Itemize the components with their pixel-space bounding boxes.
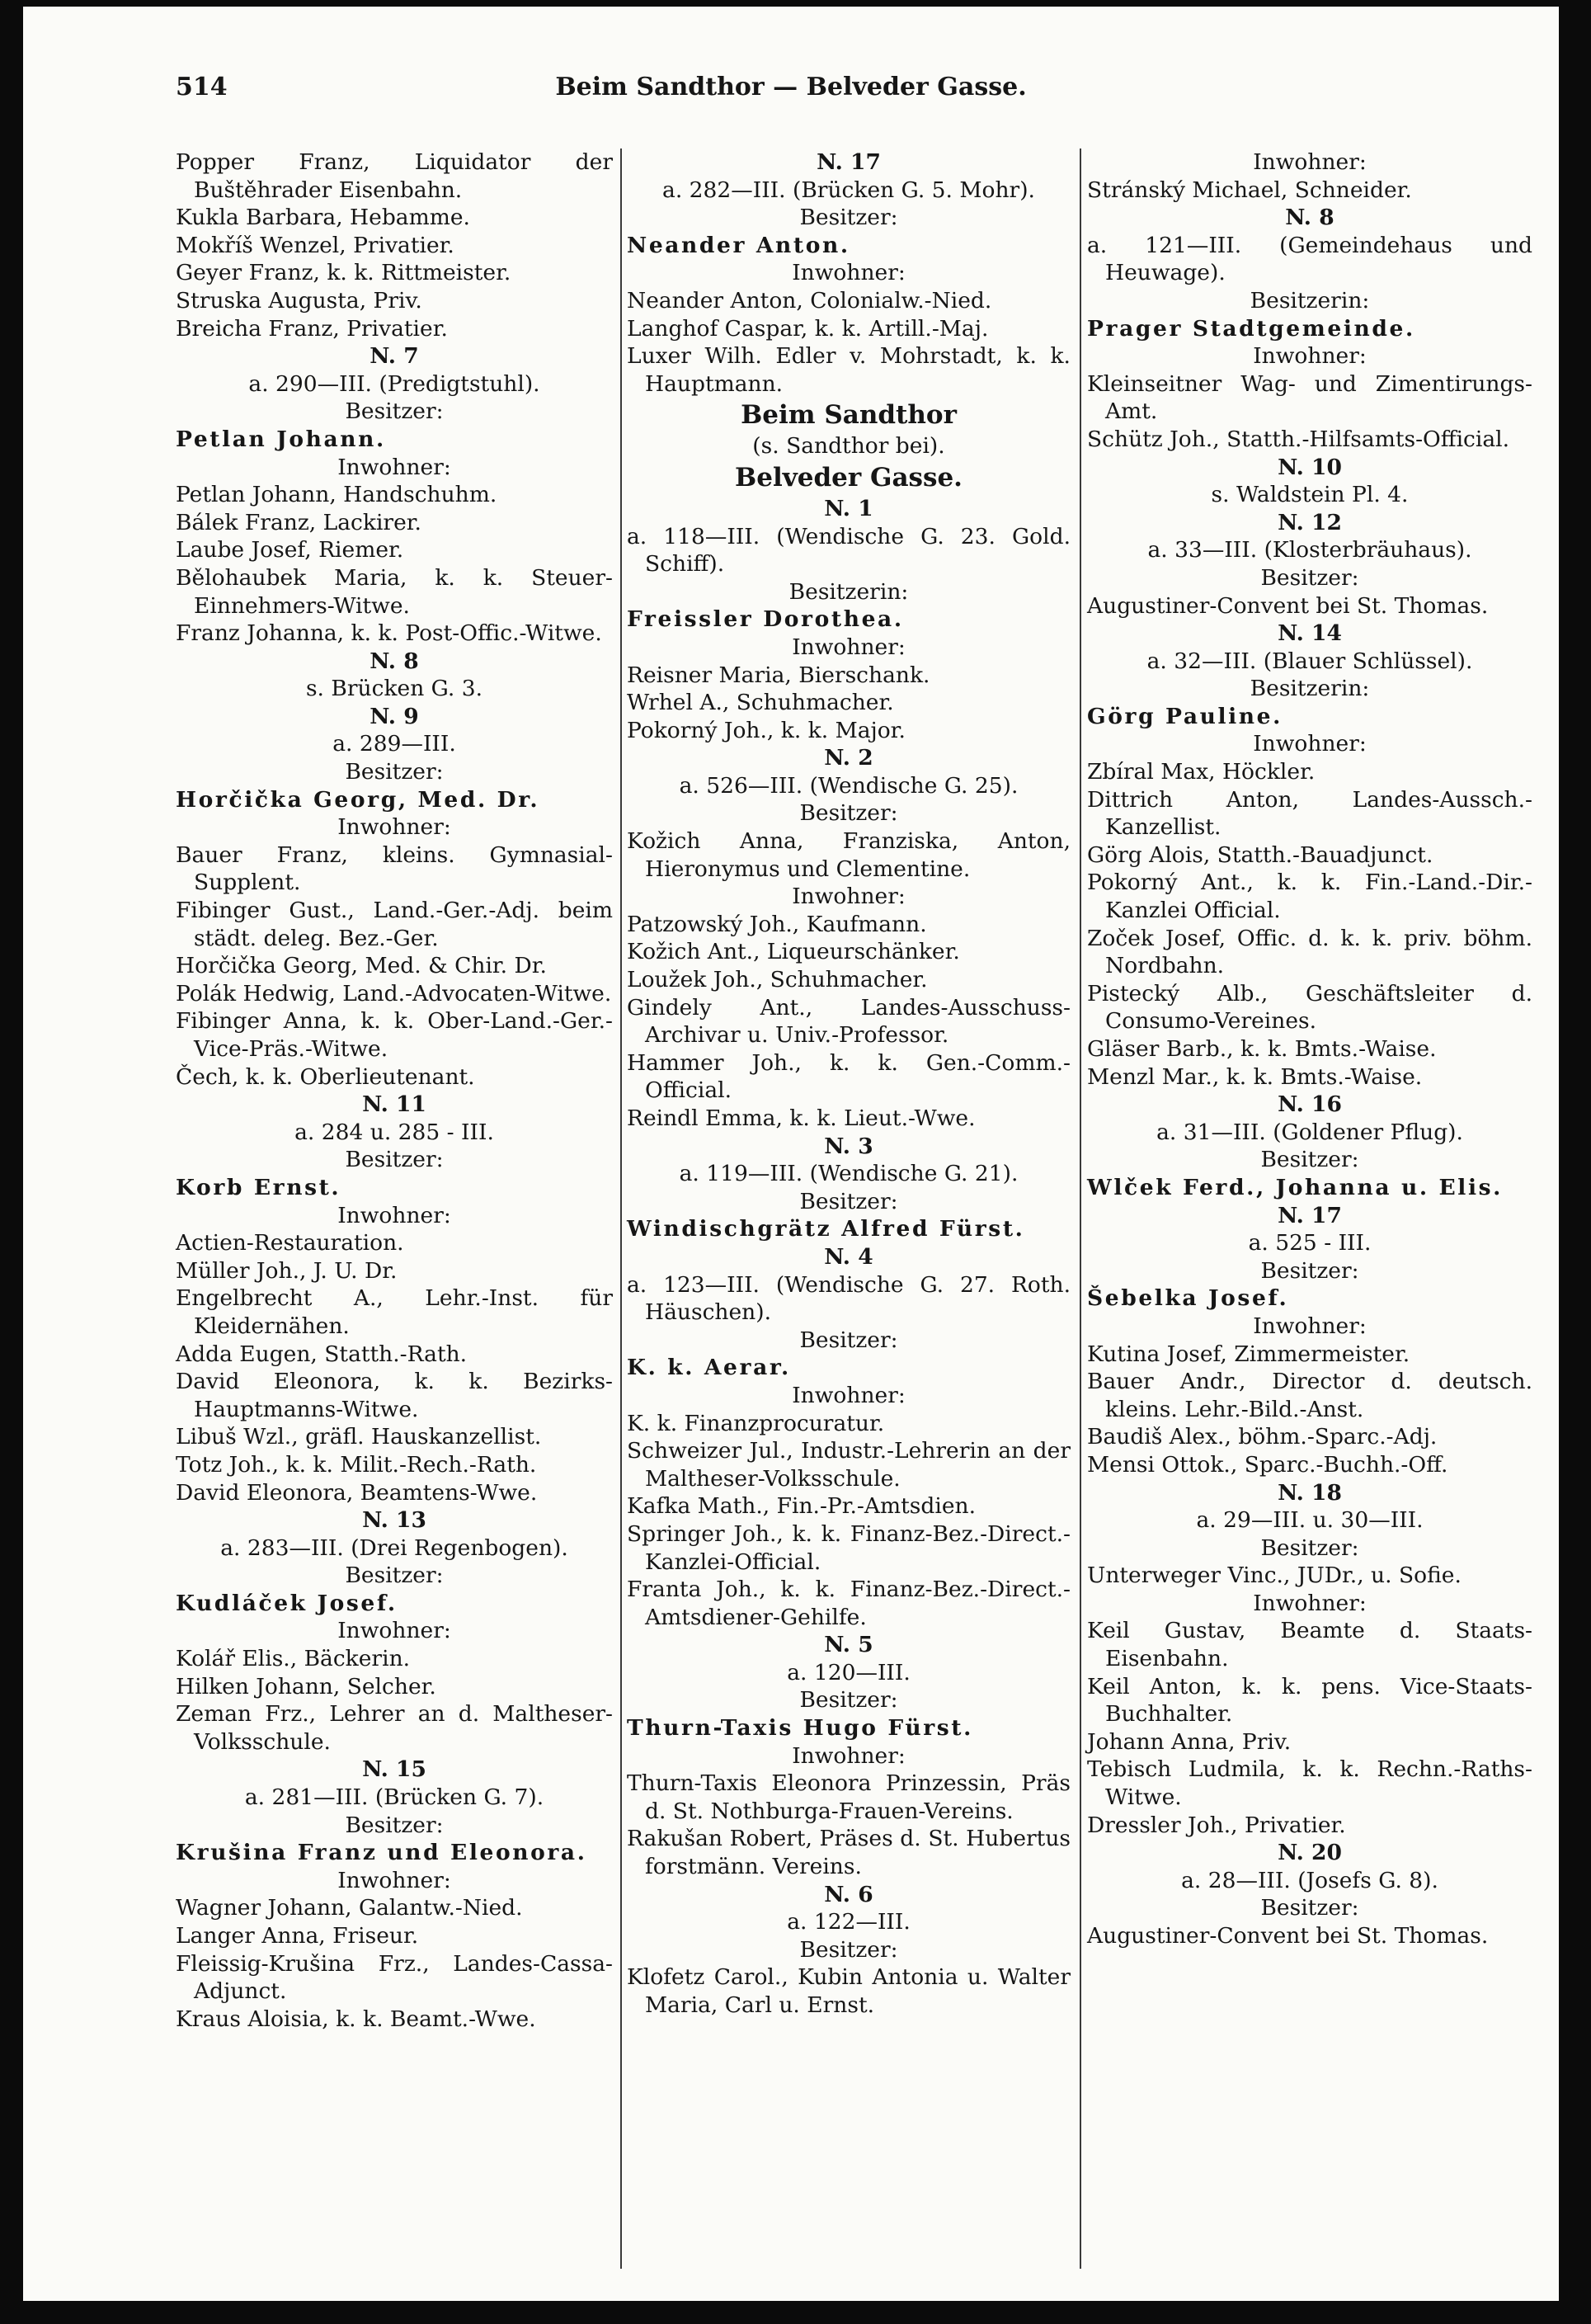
resident-entry: Dittrich Anton, Landes-Aussch.-Kanzellist. [1087,786,1532,841]
resident-entry: Dressler Joh., Privatier. [1087,1812,1346,1838]
resident-entry: Petlan Johann, Handschuhm. [176,482,497,508]
owner-name: Neander Anton. [627,232,850,258]
house-number: N. 3 [824,1133,873,1159]
resident-entry: Kožich Ant., Liqueurschänker. [627,939,960,965]
address-line: a. 281—III. (Brücken G. 7). [244,1784,544,1811]
resident-entry: Baudiš Alex., böhm.-Sparc.-Adj. [1087,1424,1438,1450]
resident-entry: Gläser Barb., k. k. Bmts.-Waise. [1087,1036,1437,1062]
address-line: Besitzer: [345,1812,444,1838]
resident-entry: Kleinseitner Wag- und Zimentirungs-Amt. [1087,370,1532,425]
resident-entry: Stránský Michael, Schneider. [1087,177,1412,203]
resident-entry: Geyer Franz, k. k. Rittmeister. [176,260,511,286]
resident-entry: Struska Augusta, Priv. [176,287,422,313]
resident-entry: Franz Johanna, k. k. Post-Offic.-Witwe. [176,620,602,647]
owner-name: Kudláček Josef. [176,1590,398,1616]
running-title: Beim Sandthor — Belveder Gasse. [555,73,1027,101]
owner-name: Krušina Franz und Eleonora. [176,1840,587,1866]
address-line: a. 29—III. u. 30—III. [1196,1507,1424,1534]
owner-name: Petlan Johann. [176,426,386,452]
resident-entry: a. 121—III. (Gemeindehaus und Heuwage). [1087,232,1540,286]
resident-entry: Augustiner-Convent bei St. Thomas. [1087,1923,1489,1949]
resident-entry: Menzl Mar., k. k. Bmts.-Waise. [1087,1063,1423,1090]
house-number: N. 14 [1278,620,1342,647]
address-line: a. 525 - III. [1248,1230,1372,1256]
address-line: Inwohner: [337,1202,451,1228]
resident-entry: a. 123—III. (Wendische G. 27. Roth. Häuschen). [627,1271,1078,1326]
house-number: N. 17 [1278,1202,1342,1228]
page-number: 514 [176,73,228,101]
address-line: a. 526—III. (Wendische G. 25). [679,772,1019,799]
address-line: Besitzerin: [1250,676,1370,702]
resident-entry: Fleissig-Krušina Frz., Landes-Cassa-Adjunct. [176,1950,613,2005]
house-number: N. 6 [824,1881,873,1907]
resident-entry: Zoček Josef, Offic. d. k. k. priv. böhm. Nordbahn. [1087,925,1540,979]
resident-entry: Langhof Caspar, k. k. Artill.-Maj. [627,315,989,342]
address-line: Inwohner: [1253,1313,1367,1339]
address-line: a. 289—III. [332,731,456,757]
address-line: Besitzer: [799,1687,898,1714]
address-line: a. 290—III. (Predigtstuhl). [248,370,540,397]
address-line: Besitzer: [799,1327,898,1353]
resident-entry: Bauer Andr., Director d. deutsch. kleins. Lehr.-Bild.-Anst. [1087,1369,1540,1422]
house-number: N. 5 [824,1632,873,1658]
resident-entry: Pokorný Joh., k. k. Major. [627,717,906,743]
resident-entry: Bělohaubek Maria, k. k. Steuer-Einnehmers-Witwe. [176,564,613,619]
address-line: Inwohner: [1253,1590,1367,1616]
resident-entry: Müller Joh., J. U. Dr. [176,1257,398,1284]
resident-entry: Reindl Emma, k. k. Lieut.-Wwe. [627,1105,976,1131]
column-middle [627,148,1078,2277]
address-line: a. 120—III. [787,1659,911,1685]
address-line: a. 33—III. (Klosterbräuhaus). [1147,537,1472,563]
resident-entry: Springer Joh., k. k. Finanz-Bez.-Direct.-Kanzlei-Official. [627,1520,1071,1575]
resident-entry: Franta Joh., k. k. Finanz-Bez.-Direct.-Amtsdiener-Gehilfe. [627,1577,1071,1630]
owner-name: Windischgrätz Alfred Fürst. [627,1216,1025,1242]
street-heading: Belveder Gasse. [735,462,963,493]
resident-entry: Kafka Math., Fin.-Pr.-Amtsdien. [627,1493,977,1520]
resident-entry: Keil Anton, k. k. pens. Vice-Staats-Buchhalter. [1087,1673,1532,1728]
owner-name: Horčička Georg, Med. Dr. [176,786,540,813]
resident-entry: Fibinger Anna, k. k. Ober-Land.-Ger.-Vice-Präs.-Witwe. [176,1008,613,1062]
resident-entry: Mokříš Wenzel, Privatier. [176,232,454,258]
house-number: N. 9 [370,703,419,729]
resident-entry: Bauer Franz, kleins. Gymnasial-Supplent. [176,841,613,896]
house-number: N. 18 [1278,1479,1342,1506]
street-heading: Beim Sandthor [741,400,957,431]
resident-entry: Kožich Anna, Franziska, Anton, Hieronymus und Clementine. [627,828,1078,882]
resident-entry: Hammer Joh., k. k. Gen.-Comm.-Official. [627,1049,1071,1104]
resident-entry: Hilken Johann, Selcher. [176,1673,436,1699]
resident-entry: Johann Anna, Priv. [1087,1728,1292,1755]
house-number: N. 2 [824,745,873,771]
house-number: N. 11 [362,1091,426,1118]
resident-entry: Patzowský Joh., Kaufmann. [627,911,927,937]
address-line: Besitzer: [345,1147,444,1173]
address-line: Besitzerin: [1250,287,1370,313]
resident-entry: Fibinger Gust., Land.-Ger.-Adj. beim städt. deleg. Bez.-Ger. [176,898,620,951]
directory-page [23,7,1559,2301]
address-line: Inwohner: [337,814,451,841]
address-line: a. 122—III. [787,1909,911,1935]
resident-entry: Laube Josef, Riemer. [176,537,404,563]
resident-entry: Schweizer Jul., Industr.-Lehrerin an der Maltheser-Volksschule. [627,1438,1078,1492]
address-line: Inwohner: [792,1382,906,1408]
house-number: N. 7 [370,343,419,370]
address-line: Besitzer: [1260,564,1359,591]
owner-name: Freissler Dorothea. [627,606,904,633]
house-number: N. 13 [362,1507,426,1534]
house-number: N. 17 [817,149,881,175]
address-line: Besitzer: [1260,1257,1359,1284]
address-line: Inwohner: [1253,149,1367,175]
resident-entry: Kraus Aloisia, k. k. Beamt.-Wwe. [176,2006,536,2032]
owner-name: Korb Ernst. [176,1174,341,1200]
owner-name: Görg Pauline. [1087,703,1283,729]
address-line: a. 284 u. 285 - III. [294,1119,494,1145]
resident-entry: Görg Alois, Statth.-Bauadjunct. [1087,841,1433,868]
resident-entry: Libuš Wzl., gräfl. Hauskanzellist. [176,1424,542,1450]
resident-entry: Gindely Ant., Landes-Ausschuss-Archivar u. Univ.-Professor. [627,994,1071,1049]
address-line: Besitzer: [1260,1147,1359,1173]
resident-entry: Thurn-Taxis Eleonora Prinzessin, Präs d. St. Nothburga-Frauen-Vereins. [627,1770,1078,1824]
resident-entry: Breicha Franz, Privatier. [176,315,448,342]
resident-entry: Polák Hedwig, Land.-Advocaten-Witwe. [176,980,612,1006]
resident-entry: Zeman Frz., Lehrer an d. Maltheser-Volksschule. [176,1701,613,1755]
resident-entry: Wrhel A., Schuhmacher. [627,690,894,716]
resident-entry: Langer Anna, Friseur. [176,1923,419,1949]
column-divider [1080,148,1081,2269]
owner-name: Prager Stadtgemeinde. [1087,315,1415,342]
house-number: N. 8 [370,648,419,674]
resident-entry: Adda Eugen, Statth.-Rath. [176,1341,468,1367]
resident-entry: Totz Joh., k. k. Milit.-Rech.-Rath. [176,1451,537,1478]
address-line: Besitzer: [1260,1895,1359,1921]
resident-entry: Zbíral Max, Höckler. [1087,759,1316,785]
column-divider [620,148,622,2269]
owner-name: K. k. Aerar. [627,1355,791,1381]
resident-entry: Wagner Johann, Galantw.-Nied. [176,1895,523,1921]
resident-entry: Loužek Joh., Schuhmacher. [627,967,928,993]
resident-entry: Horčička Georg, Med. & Chir. Dr. [176,953,547,979]
house-number: N. 1 [824,495,873,521]
resident-entry: Kutina Josef, Zimmermeister. [1087,1341,1410,1367]
address-line: Besitzer: [345,759,444,785]
address-line: Inwohner: [792,884,906,910]
resident-entry: a. 118—III. (Wendische G. 23. Gold. Schiff). [627,523,1078,577]
resident-entry: Mensi Ottok., Sparc.-Buchh.-Off. [1087,1451,1448,1478]
address-line: Besitzer: [799,800,898,827]
address-line: Besitzer: [1260,1534,1359,1561]
resident-entry: Keil Gustav, Beamte d. Staats-Eisenbahn. [1087,1618,1532,1672]
owner-name: Šebelka Josef. [1087,1285,1289,1312]
resident-entry: Pokorný Ant., k. k. Fin.-Land.-Dir.-Kanzlei Official. [1087,870,1532,924]
address-line: a. 282—III. (Brücken G. 5. Mohr). [662,177,1035,203]
address-line: Inwohner: [1253,343,1367,370]
house-number: N. 16 [1278,1091,1342,1118]
resident-entry: Čech, k. k. Oberlieutenant. [176,1063,475,1090]
address-line: a. 119—III. (Wendische G. 21). [679,1161,1019,1187]
house-number: N. 20 [1278,1840,1342,1866]
resident-entry: Reisner Maria, Bierschank. [627,662,930,688]
address-line: Besitzer: [799,1188,898,1214]
owner-name: Wlček Ferd., Johanna u. Elis. [1087,1174,1503,1200]
resident-entry: David Eleonora, Beamtens-Wwe. [176,1479,538,1506]
address-line: (s. Sandthor bei). [752,433,945,460]
resident-entry: Actien-Restauration. [176,1230,404,1256]
house-number: N. 10 [1278,454,1342,480]
resident-entry: David Eleonora, k. k. Bezirks-Hauptmanns-Witwe. [176,1369,613,1422]
address-line: Besitzerin: [788,578,909,605]
address-line: Inwohner: [337,1618,451,1644]
column-right [1087,148,1540,2277]
address-line: Besitzer: [345,1563,444,1589]
address-line: Besitzer: [799,205,898,231]
resident-entry: Kolář Elis., Bäckerin. [176,1646,411,1672]
address-line: a. 283—III. (Drei Regenbogen). [220,1534,568,1561]
address-line: Inwohner: [792,1742,906,1769]
resident-entry: Neander Anton, Colonialw.-Nied. [627,287,992,313]
house-number: N. 15 [362,1756,426,1783]
house-number: N. 8 [1285,205,1334,231]
house-number: N. 12 [1278,509,1342,535]
resident-entry: Bálek Franz, Lackirer. [176,509,421,535]
address-line: Inwohner: [792,260,906,286]
address-line: s. Brücken G. 3. [305,676,483,702]
resident-entry: Luxer Wilh. Edler v. Mohrstadt, k. k. Hauptmann. [627,343,1078,397]
resident-entry: Popper Franz, Liquidator der Buštěhrader Eisenbahn. [176,149,620,203]
owner-name: Thurn-Taxis Hugo Fürst. [627,1715,973,1742]
resident-entry: Unterweger Vinc., JUDr., u. Sofie. [1087,1563,1462,1589]
resident-entry: Engelbrecht A., Lehr.-Inst. für Kleidernähen. [176,1285,620,1339]
address-line: a. 32—III. (Blauer Schlüssel). [1146,648,1473,674]
resident-entry: Klofetz Carol., Kubin Antonia u. Walter Maria, Carl u. Ernst. [627,1964,1078,2018]
resident-entry: Tebisch Ludmila, k. k. Rechn.-Raths-Witwe. [1087,1756,1532,1811]
address-line: Inwohner: [337,1867,451,1893]
resident-entry: Pistecký Alb., Geschäftsleiter d. Consumo-Vereines. [1087,980,1540,1035]
resident-entry: Augustiner-Convent bei St. Thomas. [1087,592,1489,619]
resident-entry: Rakušan Robert, Präses d. St. Hubertus forstmänn. Vereins. [627,1826,1078,1880]
page-header [23,73,1559,109]
address-line: Inwohner: [337,454,451,480]
resident-entry: Schütz Joh., Statth.-Hilfsamts-Official. [1087,426,1510,452]
address-line: Inwohner: [1253,731,1367,757]
house-number: N. 4 [824,1243,873,1270]
address-line: Besitzer: [799,1936,898,1963]
address-line: a. 28—III. (Josefs G. 8). [1181,1867,1438,1893]
column-left [176,148,620,2277]
address-line: Inwohner: [792,634,906,660]
resident-entry: K. k. Finanzprocuratur. [627,1410,885,1436]
resident-entry: Kukla Barbara, Hebamme. [176,205,470,231]
address-line: s. Waldstein Pl. 4. [1211,482,1409,508]
address-line: Besitzer: [345,398,444,425]
address-line: a. 31—III. (Goldener Pflug). [1156,1119,1463,1145]
